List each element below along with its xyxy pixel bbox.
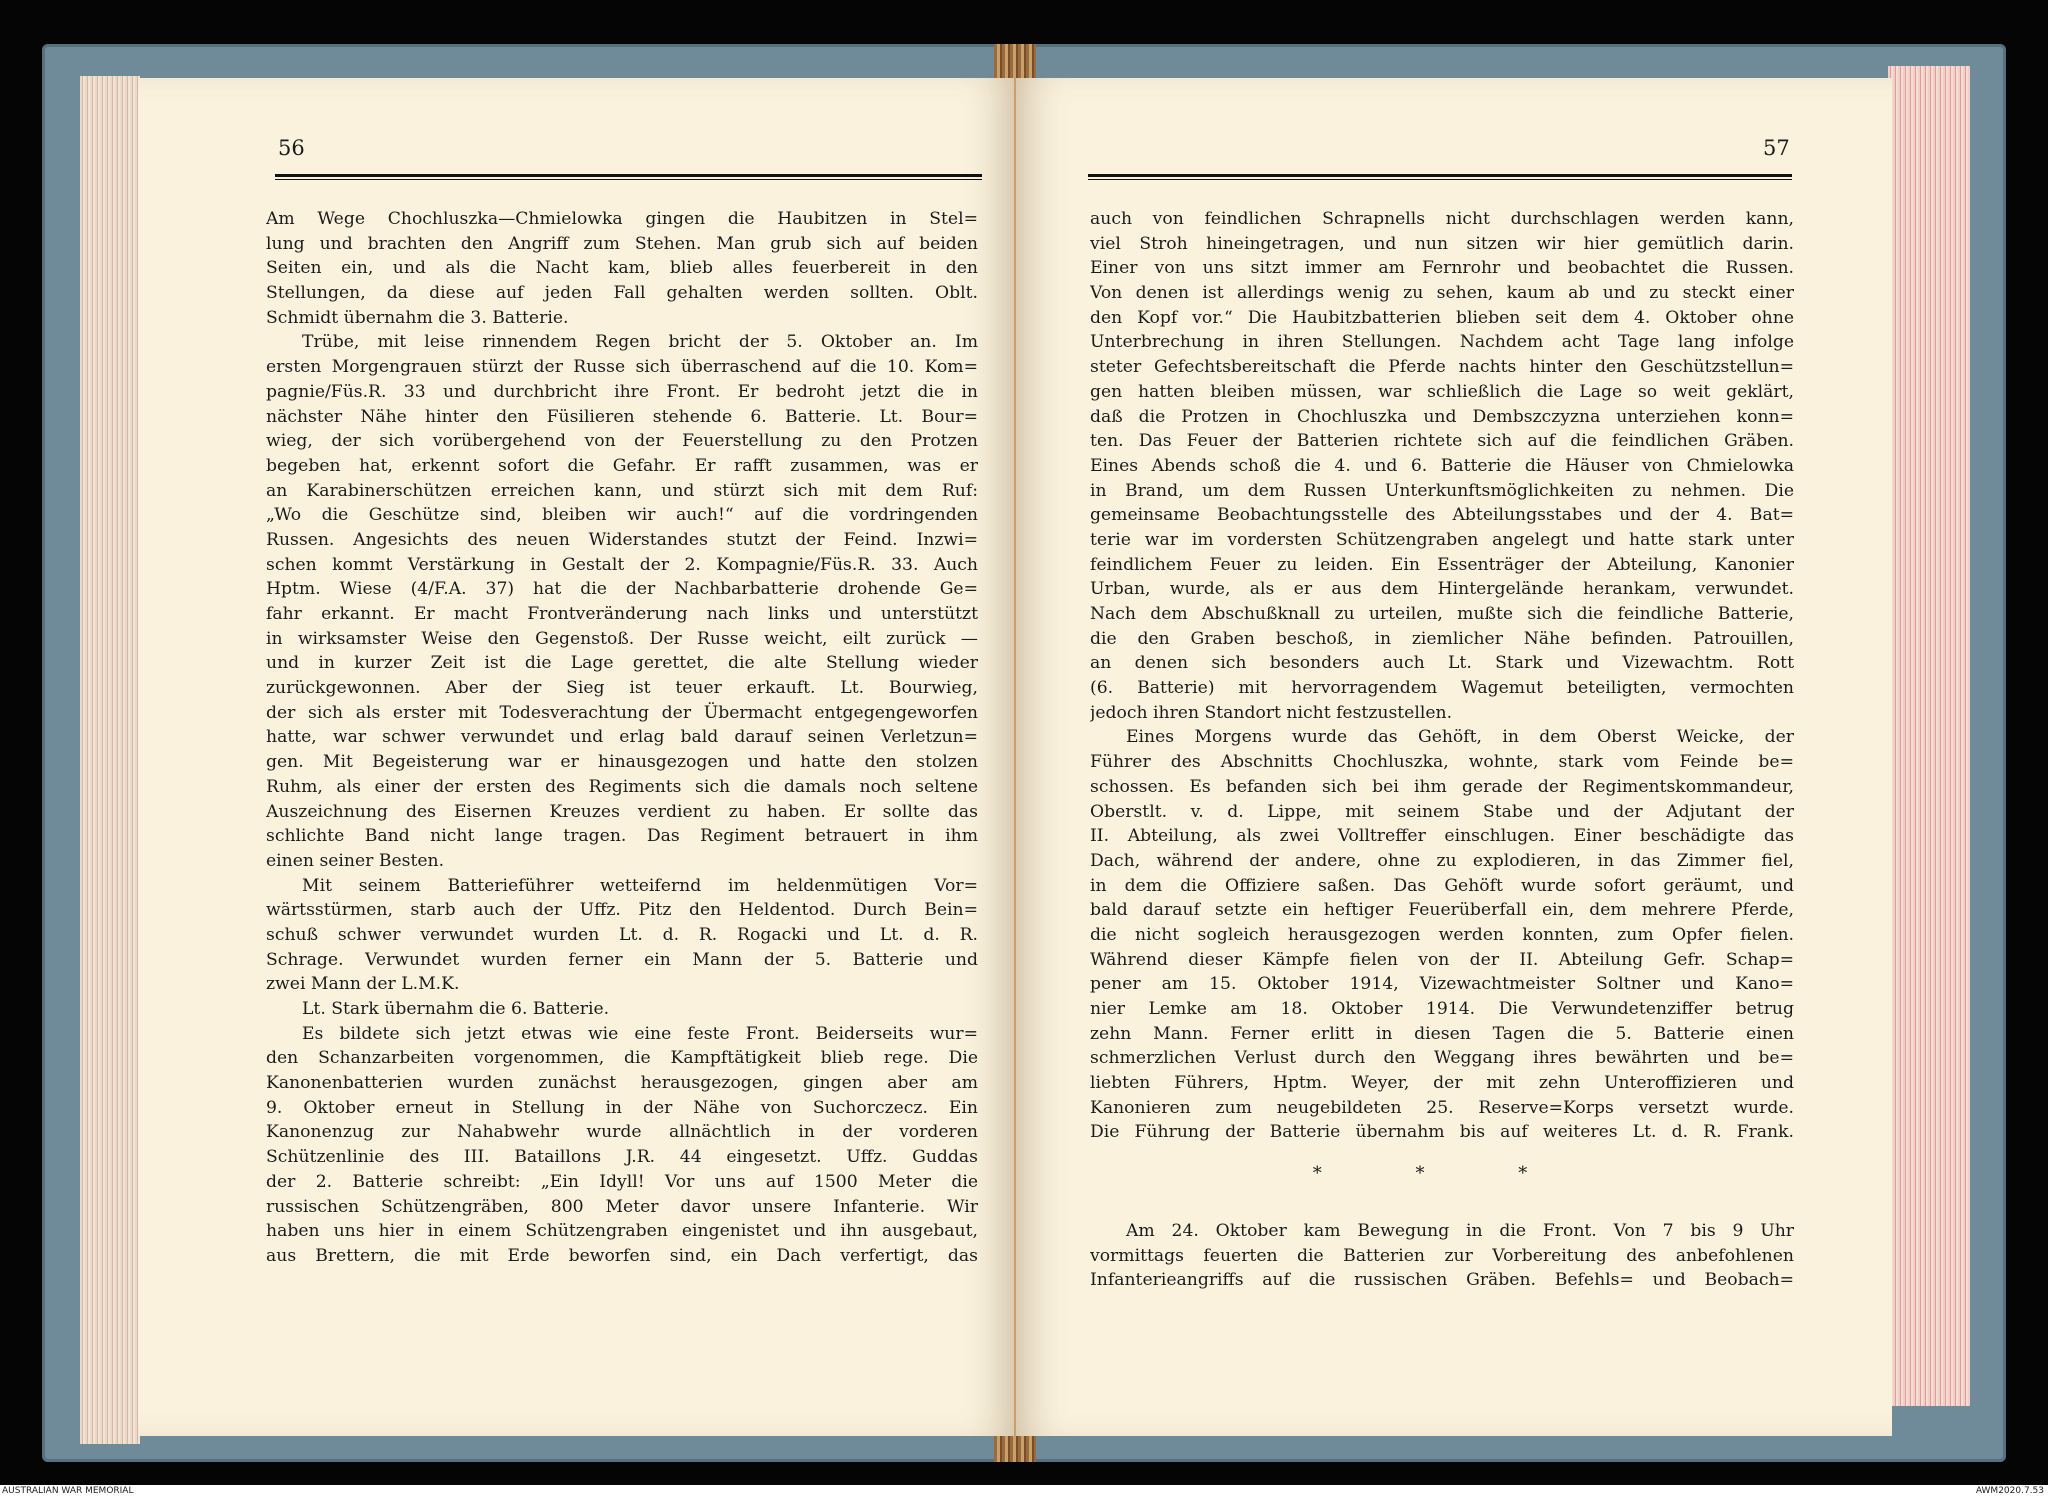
text-line-content: gemeinsame Beobachtungsstelle des Abteilungsstabes und der 4. Bat= [1090, 505, 1794, 526]
text-line [1090, 1244, 1794, 1269]
text-line [1090, 207, 1794, 232]
text-line [1090, 454, 1794, 479]
text-line [1090, 1096, 1794, 1121]
text-line [266, 1244, 978, 1269]
text-line [266, 948, 978, 973]
text-line [266, 701, 978, 726]
text-line [266, 207, 978, 232]
text-line [266, 824, 978, 849]
text-line-content: Unterbrechung in ihren Stellungen. Nachdem acht Tage lang infolge [1090, 332, 1794, 353]
text-line [266, 775, 978, 800]
text-line [266, 281, 978, 306]
text-line-content: Eines Morgens wurde das Gehöft, in dem Oberst Weicke, der [1126, 727, 1794, 748]
text-line [266, 1170, 978, 1195]
text-line [266, 503, 978, 528]
left-page-body [266, 207, 978, 1269]
header-rule-right [1088, 174, 1792, 180]
text-line-content: Am Wege Chochluszka—Chmielowka gingen die Haubitzen in Stel= [266, 209, 978, 229]
text-line [266, 553, 978, 578]
text-line-content: pener am 15. Oktober 1914, Vizewachtmeister Soltner und Kano= [1090, 974, 1794, 995]
text-line-content: terie war im vordersten Schützengraben angelegt und hatte stark unter [1090, 529, 1794, 550]
text-line [266, 1219, 978, 1244]
text-line [266, 232, 978, 257]
text-line-content: russischen Schützengräben, 800 Meter davor unsere Infanterie. Wir [266, 1196, 978, 1217]
text-line [266, 454, 978, 479]
text-line-content: Infanterieangriffs auf die russischen Gräben. Befehls= und Beobach= [1090, 1270, 1794, 1291]
text-line [1090, 775, 1794, 800]
text-line [1090, 725, 1794, 750]
text-line [1090, 800, 1794, 825]
footer-accession-number: AWM2020.7.53 [1975, 1486, 2044, 1496]
text-line-content: Kanonenbatterien wurden zunächst herausgezogen, gingen aber am [266, 1073, 978, 1094]
text-line-content: Trübe, mit leise rinnendem Regen bricht der 5. Oktober an. Im [302, 332, 978, 353]
text-line-content: schlichte Band nicht lange tragen. Das Regiment betrauert in ihm [266, 826, 978, 847]
text-line [1090, 281, 1794, 306]
text-line-content: Dach, während der andere, ohne zu explodieren, in das Zimmer fiel, [1090, 850, 1794, 871]
text-line [1090, 232, 1794, 257]
text-line-content: begeben hat, erkennt sofort die Gefahr. Er rafft zusammen, was er [266, 455, 978, 476]
text-line [266, 330, 978, 355]
text-line-content: Am 24. Oktober kam Bewegung in die Front. Von 7 bis 9 Uhr [1126, 1221, 1794, 1241]
text-line-content: Mit seinem Batterieführer wetteifernd im heldenmütigen Vor= [302, 875, 978, 896]
text-line [1090, 997, 1794, 1022]
text-line [1090, 1046, 1794, 1071]
text-line-content: aus Brettern, die mit Erde beworfen sind, ein Dach verfertigt, das [266, 1245, 978, 1266]
text-line-content: Schmidt übernahm die 3. Batterie. [266, 307, 569, 328]
text-line [266, 997, 978, 1022]
text-line-content: und in kurzer Zeit ist die Lage gerettet, die alte Stellung wieder [266, 653, 978, 674]
text-line [266, 1022, 978, 1047]
text-line-content: Es bildete sich jetzt etwas wie eine feste Front. Beiderseits wur= [302, 1023, 978, 1044]
text-line [266, 429, 978, 454]
text-line-content: den Schanzarbeiten vorgenommen, die Kampftätigkeit blieb rege. Die [266, 1048, 978, 1069]
text-line-content: pagnie/Füs.R. 33 und durchbricht ihre Front. Er bedroht jetzt die in [266, 381, 978, 402]
text-line [266, 750, 978, 775]
text-line [266, 849, 978, 874]
text-line-content: fahr erkannt. Er macht Frontveränderung nach links und unterstützt [266, 604, 978, 624]
text-line-content: Während dieser Kämpfe fielen von der II. Abteilung Gefr. Schap= [1090, 949, 1794, 970]
text-line [1090, 306, 1794, 331]
text-line-content: in dem die Offiziere saßen. Das Gehöft wurde sofort geräumt, und [1090, 875, 1794, 896]
text-line [266, 898, 978, 923]
text-line [266, 800, 978, 825]
text-line-content: Lt. Stark übernahm die 6. Batterie. [302, 999, 610, 1019]
text-line [266, 1096, 978, 1121]
text-line [1090, 503, 1794, 528]
text-line [1090, 972, 1794, 997]
text-line-content: Auszeichnung des Eisernen Kreuzes verdient zu haben. Er sollte das [266, 801, 978, 822]
text-line [1090, 1268, 1794, 1293]
text-line [1090, 750, 1794, 775]
text-line-content: nächster Nähe hinter den Füsilieren stehende 6. Batterie. Lt. Bour= [266, 406, 978, 427]
text-line-content: steter Gefechtsbereitschaft die Pferde nachts hinter den Geschützstellun= [1090, 357, 1794, 378]
text-line [1090, 479, 1794, 504]
text-line [1090, 1071, 1794, 1096]
text-line-content: „Wo die Geschütze sind, bleiben wir auch!“ auf die vordringenden [266, 505, 978, 526]
text-line [266, 256, 978, 281]
text-line [266, 602, 978, 627]
text-line [1090, 676, 1794, 701]
text-line [1090, 898, 1794, 923]
text-line [1090, 577, 1794, 602]
text-line [266, 676, 978, 701]
text-line-content: Einer von uns sitzt immer am Fernrohr und beobachtet die Russen. [1090, 258, 1794, 279]
text-line [1090, 651, 1794, 676]
text-line-content: an Karabinerschützen erreichen kann, und stürzt sich mit dem Ruf: [266, 480, 978, 501]
text-line [266, 355, 978, 380]
text-line-content: auch von feindlichen Schrapnells nicht durchschlagen werden kann, [1090, 209, 1794, 229]
text-line [1090, 701, 1794, 726]
text-line-content: Seiten ein, und als die Nacht kam, blieb alles feuerbereit in den [266, 258, 978, 279]
text-line-content: schuß schwer verwundet wurden Lt. d. R. Rogacki und Lt. d. R. [266, 924, 978, 945]
text-line-content: Von denen ist allerdings wenig zu sehen, kaum ab und zu steckt einer [1090, 283, 1794, 304]
text-line-content: Die Führung der Batterie übernahm bis auf weiteres Lt. d. R. Frank. [1090, 1122, 1794, 1143]
text-line [1090, 405, 1794, 430]
text-line [1090, 602, 1794, 627]
text-line-content: in Brand, um dem Russen Unterkunftsmöglichkeiten zu nehmen. Die [1090, 480, 1794, 501]
text-line-content: II. Abteilung, als zwei Volltreffer einschlugen. Einer beschädigte das [1090, 826, 1794, 847]
text-line [1090, 1120, 1794, 1145]
text-line-content: gen hatten bleiben müssen, war schließlich die Lage so weit geklärt, [1090, 381, 1794, 402]
text-line-content: zehn Mann. Ferner erlitt in diesen Tagen die 5. Batterie einen [1090, 1023, 1794, 1044]
text-line-content: Russen. Angesichts des neuen Widerstandes stutzt der Feind. Inzwi= [266, 529, 978, 550]
text-line-content: feindlichem Feuer zu leiden. Ein Essenträger der Abteilung, Kanonier [1090, 554, 1794, 575]
text-line-content: liebten Führers, Hptm. Weyer, der mit zehn Unteroffizieren und [1090, 1073, 1794, 1094]
left-page-edges [80, 76, 140, 1444]
text-line [1090, 528, 1794, 553]
text-line-content: vormittags feuerten die Batterien zur Vorbereitung des anbefohlenen [1090, 1245, 1794, 1266]
text-line-content: zurückgewonnen. Aber der Sieg ist teuer erkauft. Lt. Bourwieg, [266, 678, 978, 699]
page-number-right: 57 [1763, 136, 1790, 160]
text-line-content: nier Lemke am 18. Oktober 1914. Die Verwundetenziffer betrug [1090, 999, 1794, 1019]
text-line [266, 725, 978, 750]
text-line [266, 306, 978, 331]
text-line-content: jedoch ihren Standort nicht festzustellen. [1090, 702, 1453, 723]
text-line [266, 405, 978, 430]
text-line-content: die nicht sogleich herausgezogen werden konnten, zum Opfer fielen. [1090, 924, 1794, 945]
text-line-content: Schützenlinie des III. Bataillons J.R. 44 eingesetzt. Uffz. Guddas [266, 1147, 978, 1168]
text-line-content: ersten Morgengrauen stürzt der Russe sich überraschend auf die 10. Kom= [266, 357, 978, 378]
text-line-content: Führer des Abschnitts Chochluszka, wohnte, stark vom Feinde be= [1090, 752, 1794, 773]
right-page-body-continued [1090, 1219, 1794, 1293]
text-line-content: wärtsstürmen, starb auch der Uffz. Pitz den Heldentod. Durch Bein= [266, 900, 978, 921]
text-line [1090, 824, 1794, 849]
text-line [266, 1145, 978, 1170]
text-line-content: Nach dem Abschußknall zu urteilen, mußte sich die feindliche Batterie, [1090, 604, 1794, 624]
text-line [266, 874, 978, 899]
text-line-content: Urban, wurde, als er aus dem Hintergelände herankam, verwundet. [1090, 579, 1794, 600]
text-line-content: 9. Oktober erneut in Stellung in der Nähe von Suchorczecz. Ein [266, 1097, 978, 1118]
text-line [1090, 849, 1794, 874]
text-line-content: schossen. Es befanden sich bei ihm gerade der Regimentskommandeur, [1090, 776, 1794, 797]
text-line [266, 1120, 978, 1145]
text-line [1090, 948, 1794, 973]
right-page-edges [1888, 66, 1970, 1406]
text-line [266, 627, 978, 652]
page-number-left: 56 [278, 136, 305, 160]
text-line [1090, 627, 1794, 652]
text-line [266, 651, 978, 676]
text-line-content: zwei Mann der L.M.K. [266, 974, 460, 995]
text-line-content: Schrage. Verwundet wurden ferner ein Mann der 5. Batterie und [266, 949, 978, 970]
text-line-content: Kanonieren zum neugebildeten 25. Reserve=Korps versetzt wurde. [1090, 1097, 1794, 1118]
right-page-body [1090, 207, 1794, 1145]
text-line [1090, 256, 1794, 281]
text-line [1090, 553, 1794, 578]
text-line [1090, 1022, 1794, 1047]
text-line-content: schen kommt Verstärkung in Gestalt der 2. Kompagnie/Füs.R. 33. Auch [266, 554, 978, 575]
text-line-content: wieg, der sich vorübergehend von der Feuerstellung zu den Protzen [266, 431, 978, 452]
text-line [1090, 355, 1794, 380]
text-line [266, 972, 978, 997]
text-line [1090, 429, 1794, 454]
text-line [1090, 380, 1794, 405]
text-line-content: der 2. Batterie schreibt: „Ein Idyll! Vor uns auf 1500 Meter die [266, 1171, 978, 1192]
text-line-content: viel Stroh hineingetragen, und nun sitzen wir hier gemütlich darin. [1090, 233, 1794, 254]
text-line-content: Stellungen, da diese auf jeden Fall gehalten werden sollten. Oblt. [266, 283, 978, 304]
text-line [266, 1195, 978, 1220]
text-line-content: haben uns hier in einem Schützengraben eingenistet und ihn ausgebaut, [266, 1221, 978, 1242]
text-line-content: ten. Das Feuer der Batterien richtete sich auf die feindlichen Gräben. [1090, 431, 1794, 452]
text-line-content: Eines Abends schoß die 4. und 6. Batterie die Häuser von Chmielowka [1090, 455, 1794, 476]
text-line-content: Kanonenzug zur Nahabwehr wurde allnächtlich in der vorderen [266, 1122, 978, 1143]
text-line-content: schmerzlichen Verlust durch den Weggang ihres bewährten und be= [1090, 1048, 1794, 1069]
text-line [266, 1071, 978, 1096]
text-line-content: gen. Mit Begeisterung war er hinausgezogen und hatte den stolzen [266, 752, 978, 773]
footer-institution: AUSTRALIAN WAR MEMORIAL [2, 1486, 134, 1496]
text-line-content: Hptm. Wiese (4/F.A. 37) hat die der Nachbarbatterie drohende Ge= [266, 579, 978, 600]
text-line [266, 528, 978, 553]
text-line [266, 577, 978, 602]
text-line-content: Ruhm, als einer der ersten des Regiments sich die damals noch seltene [266, 776, 978, 797]
text-line [266, 1046, 978, 1071]
text-line-content: in wirksamster Weise den Gegenstoß. Der Russe weicht, eilt zurück — [266, 628, 978, 649]
text-line-content: hatte, war schwer verwundet und erlag bald darauf seinen Verletzun= [266, 727, 978, 748]
text-line-content: die den Graben beschoß, in ziemlicher Nähe befinden. Patrouillen, [1090, 628, 1794, 649]
text-line [1090, 874, 1794, 899]
text-line-content: den Kopf vor.“ Die Haubitzbatterien blieben seit dem 4. Oktober ohne [1090, 307, 1794, 328]
text-line-content: einen seiner Besten. [266, 850, 445, 871]
text-line-content: an denen sich besonders auch Lt. Stark und Vizewachtm. Rott [1090, 653, 1794, 674]
text-line-content: lung und brachten den Angriff zum Stehen. Man grub sich auf beiden [266, 233, 978, 254]
text-line [266, 479, 978, 504]
text-line-content: (6. Batterie) mit hervorragendem Wagemut beteiligten, vermochten [1090, 678, 1794, 699]
text-line-content: bald darauf setzte ein heftiger Feuerüberfall ein, dem mehrere Pferde, [1090, 900, 1794, 921]
section-break-asterisks: * * * [1312, 1163, 1572, 1184]
text-line [266, 380, 978, 405]
text-line [1090, 330, 1794, 355]
header-rule-left [275, 174, 982, 180]
text-line [1090, 923, 1794, 948]
text-line-content: daß die Protzen in Chochluszka und Dembszczyzna unterziehen konn= [1090, 406, 1794, 427]
text-line-content: der sich als erster mit Todesverachtung der Übermacht entgegengeworfen [266, 702, 978, 723]
text-line-content: Oberstlt. v. d. Lippe, mit seinem Stabe und der Adjutant der [1090, 801, 1794, 822]
text-line [1090, 1219, 1794, 1244]
text-line [266, 923, 978, 948]
